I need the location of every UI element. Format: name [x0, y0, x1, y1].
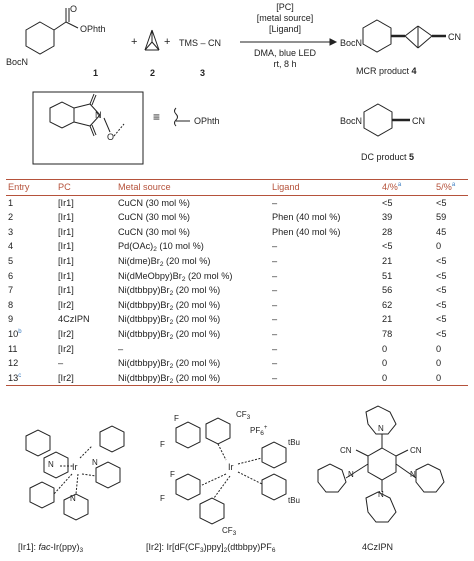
ir1-metal-label: Ir [72, 462, 78, 472]
cell-entry: 13$^c$ [6, 371, 56, 386]
ir1-n-label-a: N [48, 460, 54, 469]
cell-entry: 3 [8, 226, 14, 237]
cell-yield-5: 45 [436, 226, 447, 237]
czipn-n-label-b: N [348, 470, 354, 479]
cell-ligand: – [270, 371, 380, 386]
dc-product-caption: DC product 5 [361, 152, 415, 162]
cell-yield-4: <5 [382, 197, 393, 208]
cell-pc: [Ir2] [56, 371, 116, 386]
ophth-abbrev: OPhth [194, 116, 220, 126]
cn-label-5: CN [412, 116, 425, 126]
reagent-3-label: 3 [200, 68, 206, 78]
cell-entry: 10$^b$ [8, 328, 22, 339]
cell-entry: 8 [8, 299, 14, 310]
cell-ligand: Phen (40 mol %) [272, 212, 341, 223]
cell-yield-4: 21 [382, 314, 393, 325]
cell-pc: [Ir1] [58, 255, 74, 266]
ir2-tbu-label-a: tBu [288, 438, 301, 447]
cell-metal-source: $Ni(dtbbpy)Br_2$ (20 mol %) [118, 328, 221, 341]
cell-pc: [Ir2] [58, 299, 74, 310]
ir1-n-label-b: N [92, 458, 98, 467]
cell-pc: [Ir1] [58, 241, 74, 252]
cell-metal-source: $Ni(dtbbpy)Br_2$ (20 mol %) [118, 314, 221, 327]
reagent-2-label: 2 [150, 68, 156, 78]
cell-yield-5: 0 [434, 371, 468, 386]
ir2-f-label-b: F [160, 440, 165, 449]
cell-entry: 11 [8, 343, 18, 354]
cell-ligand: – [272, 241, 278, 252]
cell-ligand: – [272, 270, 278, 281]
boc-n-label-1: BocN [6, 57, 29, 67]
boc-n-label-5: BocN [340, 116, 363, 126]
equiv-symbol: ≡ [153, 110, 161, 124]
cell-pc: [Ir1] [58, 212, 74, 223]
ir1-caption: [Ir1]: fac-$Ir(ppy)_3$ [18, 542, 84, 554]
conditions-above: [PC] [metal source] [Ligand] [256, 2, 314, 34]
cell-yield-5: 0 [436, 343, 442, 354]
cell-yield-4: 28 [382, 226, 393, 237]
header-ligand: Ligand [270, 180, 380, 196]
cell-yield-5: 59 [436, 212, 447, 223]
cell-metal-source: $Ni(dtbbpy)Br_2$ (20 mol %) [118, 285, 221, 298]
cell-pc: [Ir1] [58, 226, 74, 237]
header-metal-source: Metal source [116, 180, 270, 196]
header-pc: PC [56, 180, 116, 196]
cell-ligand: Phen (40 mol %) [272, 226, 341, 237]
ophth-label: OPhth [80, 24, 106, 34]
ir2-cf3-label-b: $CF_3$ [222, 526, 237, 537]
ir2-caption: [Ir2]: $Ir[dF(CF_3)ppy]_2(dtbbpy)PF_6$ [146, 542, 276, 554]
cn-label-4: CN [448, 32, 461, 42]
boc-n-label-4: BocN [340, 38, 363, 48]
cell-yield-5: <5 [436, 197, 447, 208]
plus-sign-2: + [164, 36, 171, 48]
cell-ligand: – [272, 299, 278, 310]
conditions-below: DMA, blue LED rt, 8 h [253, 48, 317, 69]
cell-yield-5: <5 [436, 328, 447, 339]
cell-ligand: – [272, 197, 278, 208]
cell-yield-4: 21 [382, 255, 393, 266]
ir2-f-label-d: F [160, 494, 165, 503]
header-entry: Entry [6, 180, 56, 196]
cell-entry: 7 [8, 285, 14, 296]
cell-metal-source: $Ni(dtbbpy)Br_2$ (20 mol %) [116, 371, 270, 386]
cell-yield-4: 0 [382, 343, 388, 354]
o-atom-label: O [107, 132, 115, 142]
cell-yield-5: 0 [436, 241, 442, 252]
cell-entry: 1 [8, 197, 14, 208]
header-yield-4: 4/%$^a$ [380, 180, 434, 196]
czipn-caption: 4CzIPN [362, 542, 394, 552]
cell-yield-4: 0 [382, 358, 388, 369]
cell-entry: 4 [8, 241, 14, 252]
cell-pc: [Ir1] [58, 270, 74, 281]
cell-pc: [Ir2] [58, 343, 74, 354]
cell-ligand: – [272, 285, 278, 296]
cell-pc: – [58, 358, 64, 369]
reagent-1-label: 1 [93, 68, 99, 78]
cell-yield-4: <5 [382, 241, 393, 252]
cell-yield-5: <5 [436, 255, 447, 266]
czipn-cn-label-a: CN [340, 446, 352, 455]
cell-yield-5: <5 [436, 314, 447, 325]
cell-yield-4: 56 [382, 285, 393, 296]
ir1-n-label-c: N [70, 494, 76, 503]
czipn-n-label-d: N [378, 490, 384, 499]
cell-metal-source: CuCN (30 mol %) [118, 197, 190, 208]
ir2-metal-label: Ir [228, 462, 234, 472]
tms-cn-label: TMS – CN [179, 38, 222, 48]
ir2-f-label-c: F [170, 470, 175, 479]
cell-metal-source: $Ni(dme)Br_2$ (20 mol %) [118, 255, 211, 268]
ir2-pf6-label: $PF_6^+$ [250, 425, 268, 437]
cell-ligand: – [272, 255, 278, 266]
header-yield-5: 5/%$^a$ [434, 180, 468, 196]
cell-pc: [Ir2] [58, 328, 74, 339]
cell-pc: 4CzIPN [58, 314, 90, 325]
cell-metal-source: $Ni(dMeObpy)Br_2$ (20 mol %) [118, 270, 233, 283]
ir2-f-label-a: F [174, 414, 179, 423]
cell-yield-4: 78 [382, 328, 393, 339]
cell-yield-4: 51 [382, 270, 393, 281]
cell-ligand: – [272, 358, 278, 369]
cell-pc: [Ir1] [58, 285, 74, 296]
cell-yield-5: 0 [436, 358, 442, 369]
ir2-cf3-label-a: $CF_3$ [236, 410, 251, 421]
cell-yield-4: 39 [382, 212, 393, 223]
cell-entry: 9 [8, 314, 14, 325]
cell-yield-5: <5 [436, 285, 447, 296]
n-atom-label: N [95, 110, 102, 120]
cell-metal-source: $Ni(dtbbpy)Br_2$ (20 mol %) [118, 358, 221, 371]
ester-o-label: O [70, 4, 78, 14]
czipn-cn-label-b: CN [410, 446, 422, 455]
cell-yield-5: <5 [436, 270, 447, 281]
cell-metal-source: $Ni(dtbbpy)Br_2$ (20 mol %) [118, 299, 221, 312]
cell-yield-5: <5 [436, 299, 447, 310]
czipn-n-label-a: N [378, 424, 384, 433]
cell-entry: 5 [8, 255, 14, 266]
cell-metal-source: CuCN (30 mol %) [118, 212, 190, 223]
czipn-n-label-c: N [410, 470, 416, 479]
cell-ligand: – [272, 343, 278, 354]
mcr-product-caption: MCR product 4 [356, 66, 417, 76]
cell-entry: 6 [8, 270, 14, 281]
cell-pc: [Ir1] [58, 197, 74, 208]
cell-yield-4: 0 [380, 371, 434, 386]
plus-sign: + [131, 36, 138, 48]
cell-metal-source: CuCN (30 mol %) [118, 226, 190, 237]
cell-ligand: – [272, 328, 278, 339]
cell-ligand: – [272, 314, 278, 325]
cell-metal-source: $Pd(OAc)_2$ (10 mol %) [118, 241, 204, 254]
cell-entry: 12 [8, 358, 19, 369]
ir2-tbu-label-b: tBu [288, 496, 301, 505]
cell-entry: 2 [8, 212, 14, 223]
cell-yield-4: 62 [382, 299, 393, 310]
cell-metal-source: – [118, 343, 124, 354]
